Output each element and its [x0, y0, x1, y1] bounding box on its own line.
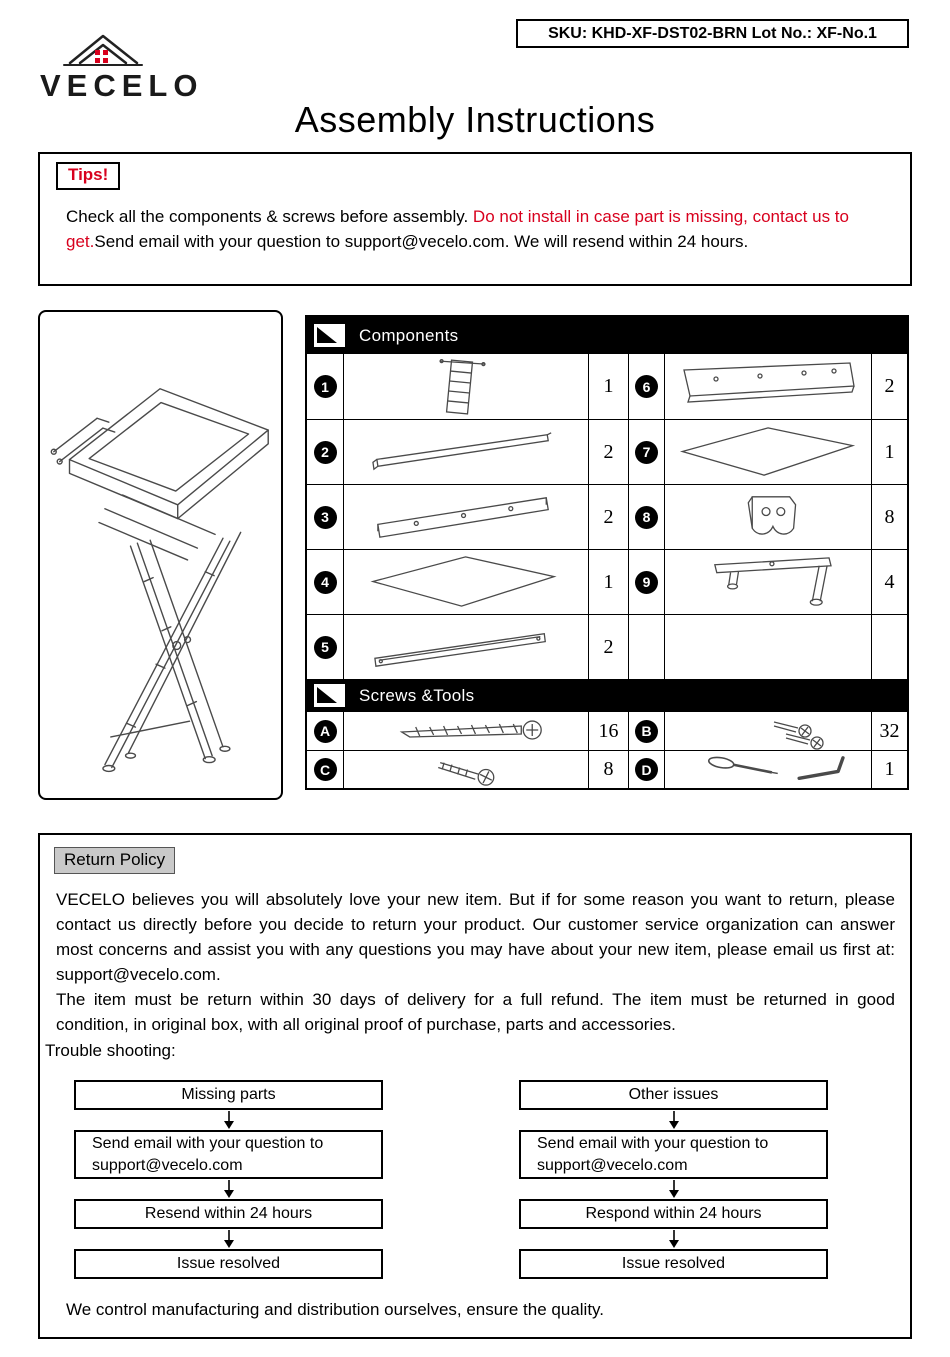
component-6-badge: 6: [635, 375, 658, 398]
tips-text-after: Send email with your question to support@vecelo.com. We will resend within 24 hours.: [94, 232, 749, 251]
triangle-icon: [314, 684, 345, 707]
down-arrow-icon: [74, 1229, 383, 1249]
return-policy-label: Return Policy: [54, 847, 175, 874]
tips-section: [38, 152, 912, 286]
vecelo-logo-icon: [40, 32, 250, 104]
component-7-qty: 1: [871, 419, 907, 484]
flow-step: Issue resolved: [74, 1249, 383, 1279]
screw-c-badge: C: [314, 758, 337, 781]
vecelo-logo: [40, 32, 250, 104]
down-arrow-icon: [519, 1179, 828, 1199]
down-arrow-icon: [74, 1179, 383, 1199]
component-2-image: [343, 419, 588, 484]
parts-table: [305, 315, 909, 790]
return-policy-text: [56, 887, 895, 1037]
component-row: [307, 549, 907, 614]
tools-d-image: [664, 750, 871, 788]
screw-c-image: [343, 750, 588, 788]
component-9-qty: 4: [871, 549, 907, 614]
component-7-badge: 7: [635, 441, 658, 464]
flow-step: Missing parts: [74, 1080, 383, 1110]
empty-cell: [628, 614, 664, 679]
screw-a-qty: 16: [588, 712, 628, 750]
component-row: [307, 419, 907, 484]
component-1-image: [343, 354, 588, 419]
component-4-qty: 1: [588, 549, 628, 614]
component-8-image: [664, 484, 871, 549]
components-header: [307, 317, 907, 354]
return-policy-section: [38, 833, 912, 1339]
folding-tray-table-image: [40, 312, 281, 798]
down-arrow-icon: [519, 1110, 828, 1130]
component-1-badge: 1: [314, 375, 337, 398]
flow-step: Respond within 24 hours: [519, 1199, 828, 1229]
screw-b-qty: 32: [871, 712, 907, 750]
component-3-badge: 3: [314, 506, 337, 529]
screw-b-image: [664, 712, 871, 750]
component-5-image: [343, 614, 588, 679]
flow-step: Send email with your question to support@vecelo.com: [519, 1130, 828, 1179]
screws-row: [307, 712, 907, 750]
component-9-image: [664, 549, 871, 614]
flow-step: Issue resolved: [519, 1249, 828, 1279]
down-arrow-icon: [519, 1229, 828, 1249]
page-title: Assembly Instructions: [294, 99, 656, 140]
tips-label: Tips!: [56, 162, 120, 190]
product-illustration-panel: [38, 310, 283, 800]
flow-step: Send email with your question to support@vecelo.com: [74, 1130, 383, 1179]
component-5-badge: 5: [314, 636, 337, 659]
trouble-shooting-label: Trouble shooting:: [45, 1041, 176, 1060]
component-6-image: [664, 354, 871, 419]
component-row: [307, 354, 907, 419]
quality-statement: We control manufacturing and distribution ourselves, ensure the quality.: [66, 1300, 604, 1319]
tips-text-before: Check all the components & screws before assembly.: [66, 207, 473, 226]
component-9-badge: 9: [635, 571, 658, 594]
component-5-qty: 2: [588, 614, 628, 679]
screw-b-badge: B: [635, 720, 658, 743]
triangle-icon: [314, 324, 345, 347]
flowchart-missing-parts: [74, 1080, 383, 1279]
component-row: [307, 484, 907, 549]
component-row: [307, 614, 907, 679]
component-4-badge: 4: [314, 571, 337, 594]
flow-step: Other issues: [519, 1080, 828, 1110]
component-8-qty: 8: [871, 484, 907, 549]
tools-d-qty: 1: [871, 750, 907, 788]
empty-cell: [664, 614, 871, 679]
down-arrow-icon: [74, 1110, 383, 1130]
component-2-qty: 2: [588, 419, 628, 484]
screws-tools-header: [307, 679, 907, 712]
return-policy-paragraph-2: The item must be return within 30 days of delivery for a full refund. The item must be returned in good condition, in original box, with all original proof of purchase, parts and accessories.: [56, 990, 895, 1034]
component-6-qty: 2: [871, 354, 907, 419]
screw-a-image: [343, 712, 588, 750]
component-3-image: [343, 484, 588, 549]
component-8-badge: 8: [635, 506, 658, 529]
sku-lot-label: SKU: KHD-XF-DST02-BRN Lot No.: XF-No.1: [516, 19, 909, 48]
component-7-image: [664, 419, 871, 484]
screws-tools-title: Screws &Tools: [359, 685, 475, 705]
tips-text-warning: Do not install in case part is missing, contact us to get.: [66, 207, 849, 251]
tips-text: [66, 204, 886, 254]
component-2-badge: 2: [314, 441, 337, 464]
screw-c-qty: 8: [588, 750, 628, 788]
component-4-image: [343, 549, 588, 614]
flowchart-other-issues: [519, 1080, 828, 1279]
screw-d-badge: D: [635, 758, 658, 781]
return-policy-paragraph-1: VECELO believes you will absolutely love your new item. But if for some reason you want to return, please contact us directly before you decide to return your product. Our customer service organization can answer most concerns and assist you with any questions you may have about your new item, please email us first at: support@vecelo.com.: [56, 890, 895, 984]
vecelo-logo-text: VECELO: [40, 68, 204, 103]
component-3-qty: 2: [588, 484, 628, 549]
flow-step: Resend within 24 hours: [74, 1199, 383, 1229]
screw-a-badge: A: [314, 720, 337, 743]
empty-cell: [871, 614, 907, 679]
component-1-qty: 1: [588, 354, 628, 419]
components-title: Components: [359, 325, 459, 345]
screws-row: [307, 750, 907, 788]
